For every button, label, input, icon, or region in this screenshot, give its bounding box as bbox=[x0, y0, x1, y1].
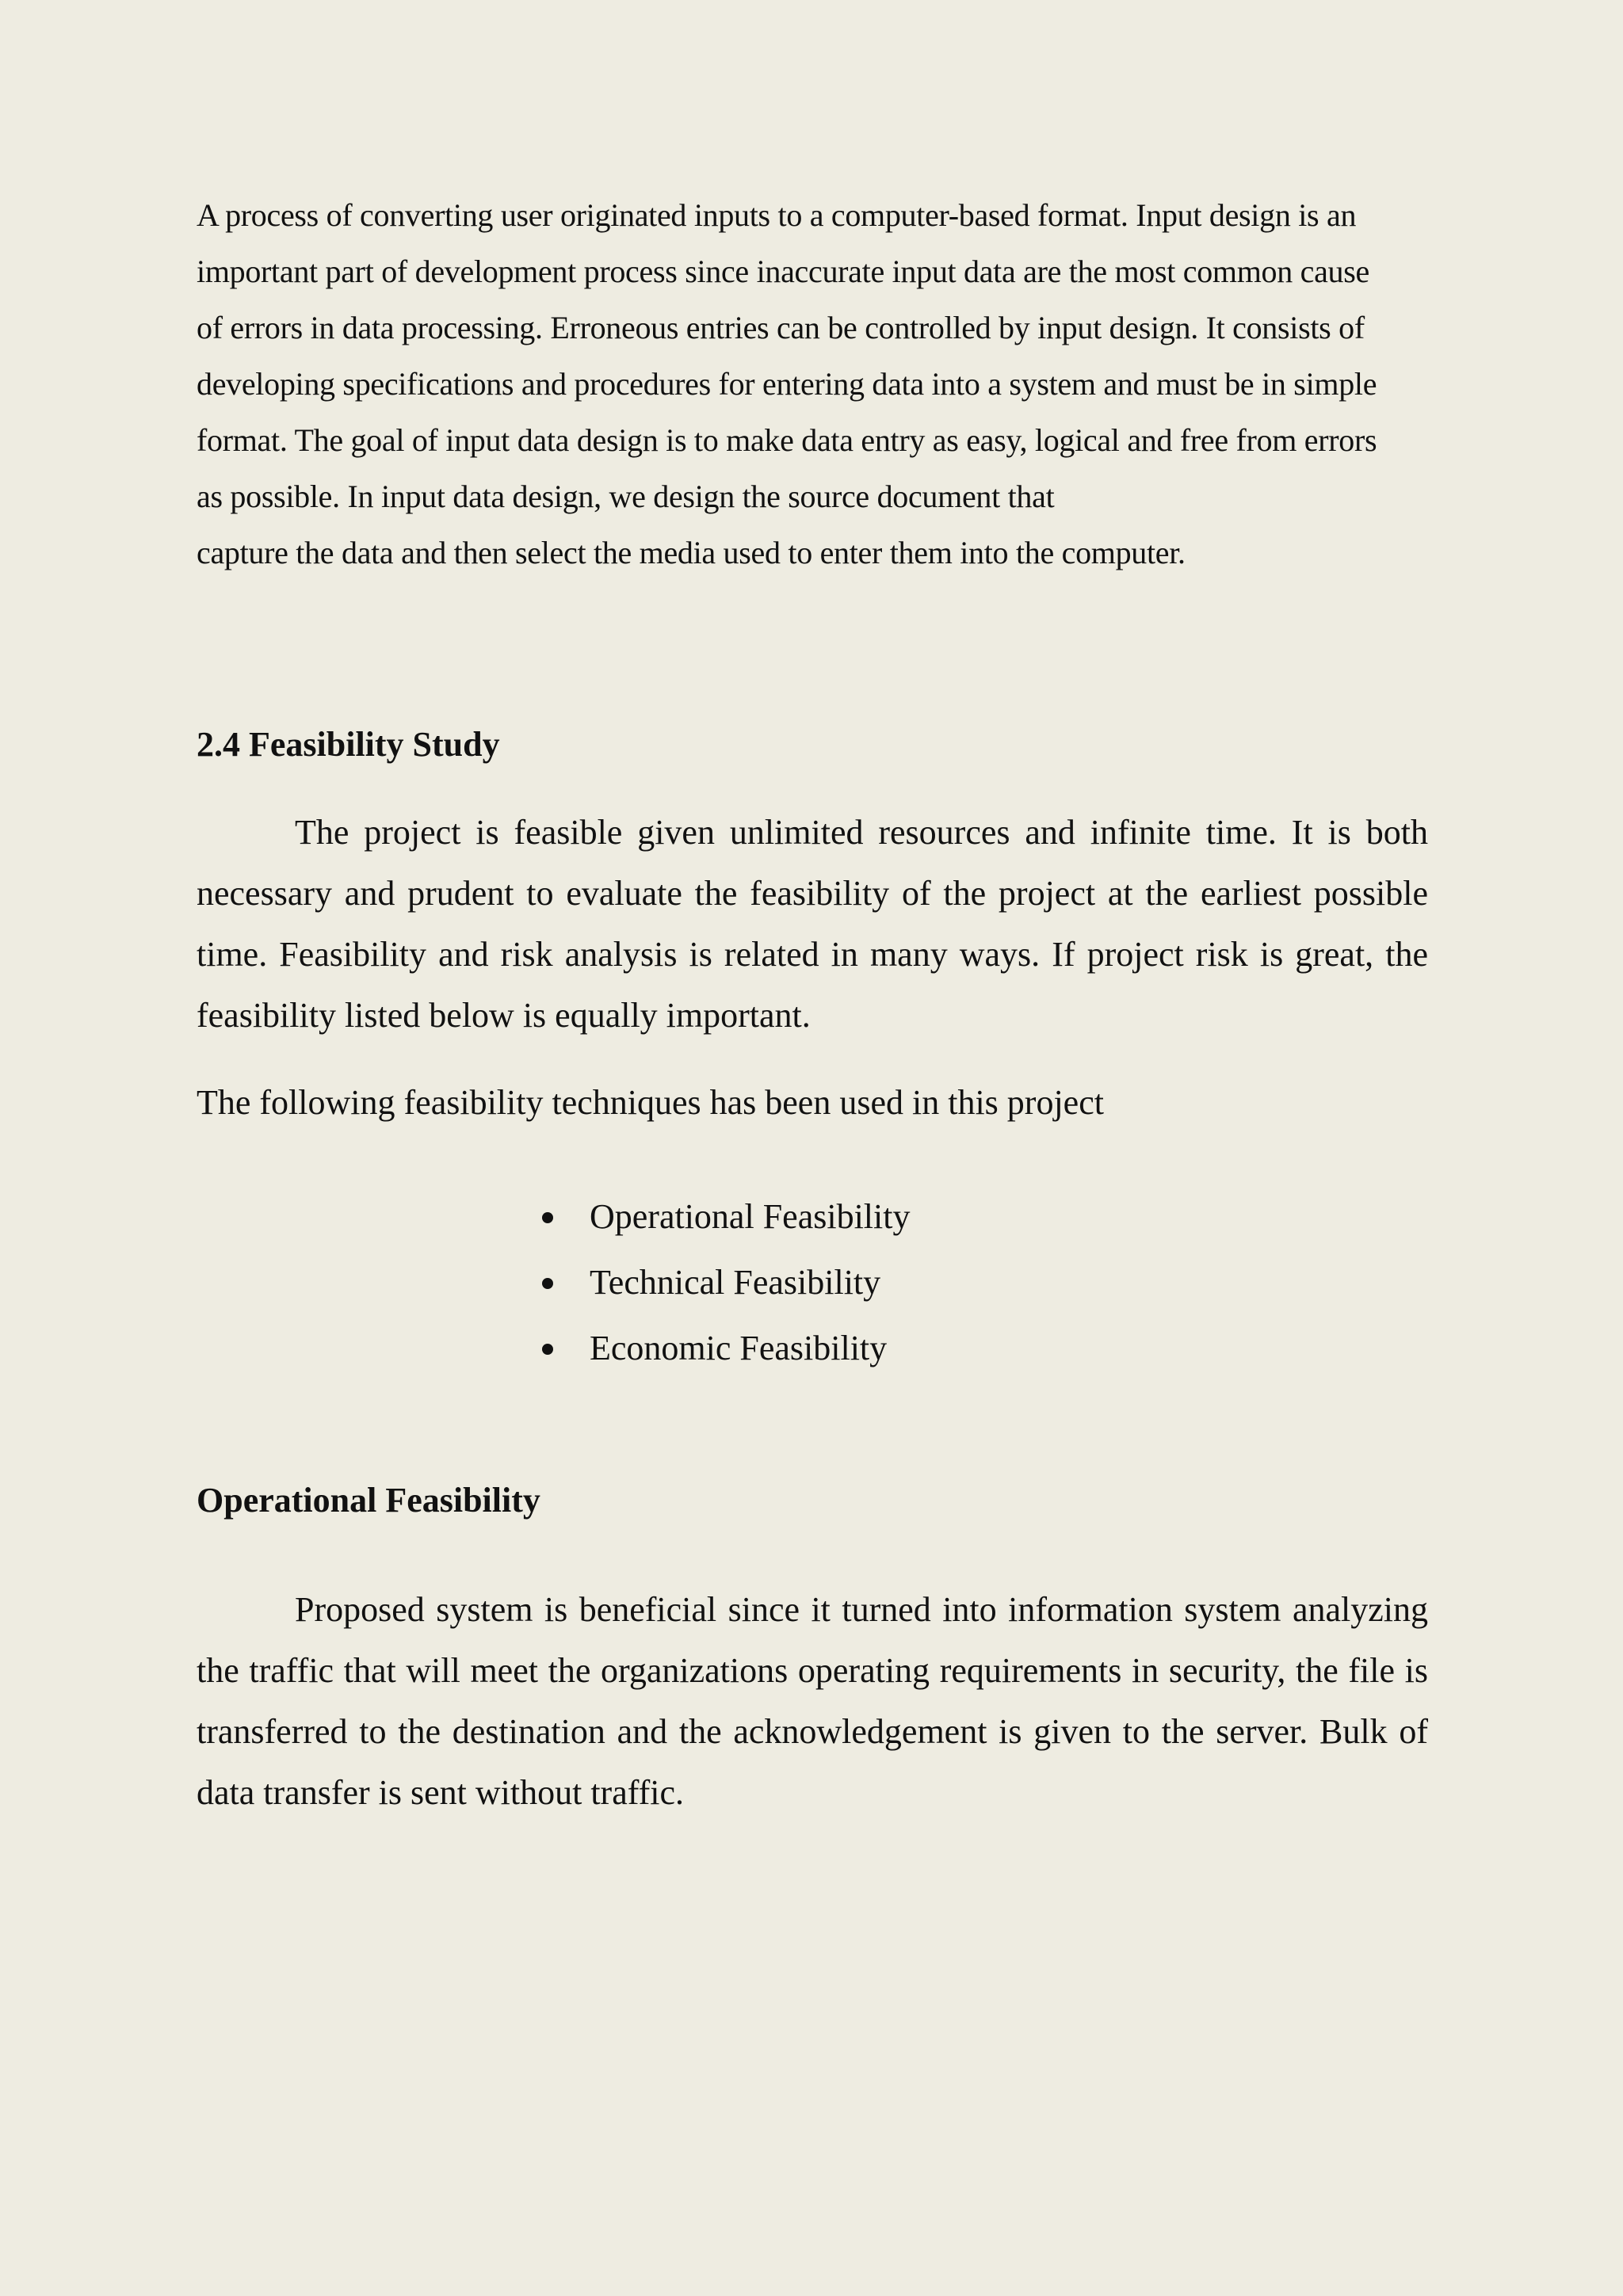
bullet-icon bbox=[542, 1278, 553, 1289]
list-item-label: Technical Feasibility bbox=[590, 1263, 881, 1302]
intro-line-1: A process of converting user originated inputs to a computer-based format. Input design is an bbox=[197, 197, 1357, 233]
techniques-list bbox=[539, 1195, 910, 1392]
list-item bbox=[539, 1261, 910, 1326]
list-item-label: Operational Feasibility bbox=[590, 1197, 911, 1236]
intro-line-3: of errors in data processing. Erroneous entries can be controlled by input design. It consists of bbox=[197, 310, 1365, 345]
feasibility-paragraph: The project is feasible given unlimited resources and infinite time. It is both necessary and prudent to evaluate the feasibility of the project at the earliest possible time. Feasibility and risk analysis is related in many ways. If project risk is great, the feasibility listed below is equally important. bbox=[197, 813, 1428, 1035]
list-item bbox=[539, 1326, 910, 1392]
intro-line-7: capture the data and then select the media used to enter them into the computer. bbox=[197, 535, 1186, 570]
intro-line-6: as possible. In input data design, we design the source document that bbox=[197, 479, 1055, 514]
bullet-icon bbox=[542, 1212, 553, 1223]
list-item bbox=[539, 1195, 910, 1261]
section-heading-operational-feasibility: Operational Feasibility bbox=[197, 1481, 540, 1520]
section-heading-feasibility-study: 2.4 Feasibility Study bbox=[197, 725, 500, 764]
intro-line-5: format. The goal of input data design is to make data entry as easy, logical and free from errors bbox=[197, 422, 1377, 458]
intro-line-2: important part of development process since inaccurate input data are the most common cause bbox=[197, 254, 1369, 289]
techniques-intro: The following feasibility techniques has been used in this project bbox=[197, 1083, 1104, 1122]
intro-line-4: developing specifications and procedures for entering data into a system and must be in simple bbox=[197, 366, 1377, 402]
list-item-label: Economic Feasibility bbox=[590, 1329, 888, 1367]
bullet-icon bbox=[542, 1344, 553, 1355]
operational-paragraph: Proposed system is beneficial since it turned into information system analyzing the traffic that will meet the organizations operating requirements in security, the file is transferred to the destination and the acknowledgement is given to the server. Bulk of data transfer is sent without traffic. bbox=[197, 1590, 1428, 1812]
